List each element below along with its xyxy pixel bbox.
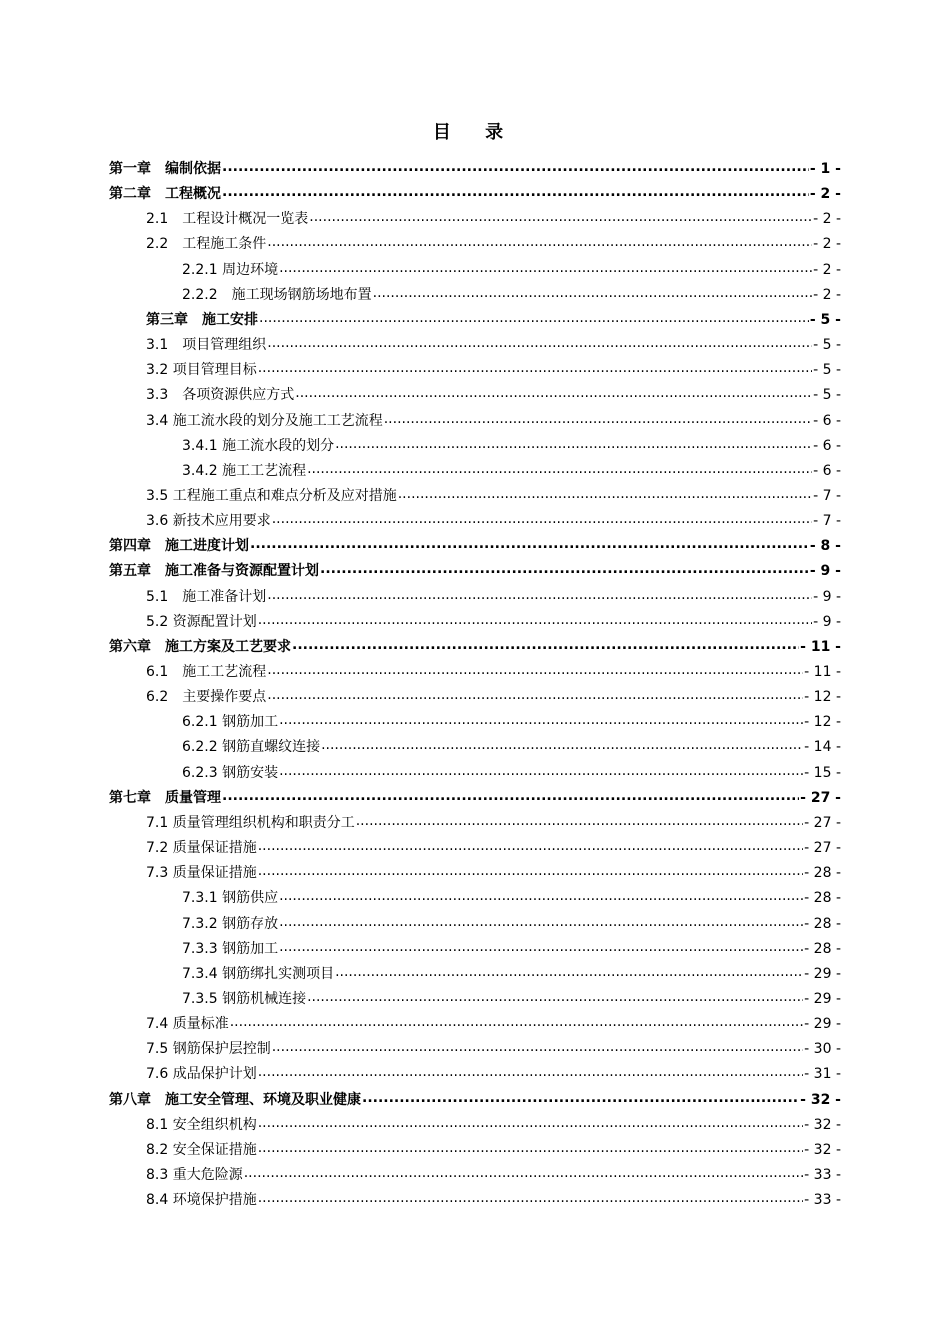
toc-entry-page-number: - 14 - xyxy=(804,739,841,756)
toc-leader-dots xyxy=(258,1191,803,1209)
toc-entry-label: 3.4.1 施工流水段的划分 xyxy=(182,437,335,454)
toc-entry[interactable] xyxy=(182,908,841,933)
toc-entry[interactable] xyxy=(146,379,841,404)
toc-leader-dots xyxy=(267,588,812,606)
toc-entry[interactable] xyxy=(146,228,841,253)
toc-entry-label: 第一章 编制依据 xyxy=(109,161,221,177)
toc-entry-label: 8.4 环境保护措施 xyxy=(146,1192,257,1209)
toc-entry-page-number: - 2 - xyxy=(813,261,841,278)
toc-entry-page-number: - 27 - xyxy=(804,840,841,857)
toc-entry-label: 8.3 重大危险源 xyxy=(146,1167,243,1183)
toc-entry-page-number: - 12 - xyxy=(804,714,841,731)
toc-entry[interactable] xyxy=(146,480,841,505)
toc-entry-label: 3.2 项目管理目标 xyxy=(146,362,257,379)
toc-leader-dots xyxy=(272,1040,803,1058)
toc-entry[interactable] xyxy=(146,832,841,857)
toc-leader-dots xyxy=(335,965,803,983)
toc-entry-page-number: - 9 - xyxy=(809,563,841,580)
toc-entry[interactable] xyxy=(146,1159,841,1184)
toc-entry-label: 6.2.3 钢筋安装 xyxy=(182,764,279,781)
toc-entry-page-number: - 2 - xyxy=(813,286,841,303)
toc-leader-dots xyxy=(279,940,803,958)
toc-leader-dots xyxy=(356,814,803,832)
toc-entry[interactable] xyxy=(146,681,841,706)
toc-entry-page-number: - 29 - xyxy=(804,1016,841,1033)
toc-entry[interactable] xyxy=(146,581,841,606)
toc-entry-page-number: - 11 - xyxy=(800,638,841,655)
toc-entry-label: 7.3.3 钢筋加工 xyxy=(182,940,279,957)
toc-entry-label: 5.1 施工准备计划 xyxy=(146,588,267,605)
toc-entry-label: 第七章 质量管理 xyxy=(109,789,221,806)
toc-entry-label: 第五章 施工准备与资源配置计划 xyxy=(109,563,319,580)
toc-entry-page-number: - 6 - xyxy=(813,412,841,429)
toc-entry-page-number: - 7 - xyxy=(813,513,841,530)
toc-leader-dots xyxy=(295,386,812,404)
toc-leader-dots xyxy=(267,663,803,681)
toc-entry[interactable] xyxy=(182,983,841,1008)
toc-entry-page-number: - 32 - xyxy=(804,1116,841,1133)
toc-leader-dots xyxy=(272,512,812,530)
toc-entry-page-number: - 11 - xyxy=(804,664,841,680)
toc-entry[interactable] xyxy=(109,530,841,555)
toc-leader-dots xyxy=(258,1065,803,1083)
toc-entry-label: 7.3 质量保证措施 xyxy=(146,865,257,882)
toc-entry[interactable] xyxy=(146,304,841,329)
toc-entry-label: 6.2 主要操作要点 xyxy=(146,689,267,706)
toc-entry[interactable] xyxy=(146,1058,841,1083)
toc-entry[interactable] xyxy=(109,178,841,203)
toc-entry[interactable] xyxy=(146,1033,841,1058)
toc-entry-label: 3.1 项目管理组织 xyxy=(146,337,267,354)
toc-leader-dots xyxy=(309,210,812,228)
toc-entry[interactable] xyxy=(182,757,841,782)
toc-entry-page-number: - 6 - xyxy=(813,437,841,454)
toc-entry-label: 7.1 质量管理组织机构和职责分工 xyxy=(146,814,355,831)
toc-entry[interactable] xyxy=(182,958,841,983)
toc-leader-dots xyxy=(279,915,803,933)
toc-entry[interactable] xyxy=(146,656,841,681)
page-title: 目 录 xyxy=(432,122,518,143)
toc-leader-dots xyxy=(222,789,799,807)
toc-entry-label: 3.6 新技术应用要求 xyxy=(146,513,271,530)
toc-entry-label: 8.1 安全组织机构 xyxy=(146,1116,257,1133)
toc-entry-page-number: - 27 - xyxy=(800,789,841,806)
toc-entry-page-number: - 12 - xyxy=(804,689,841,706)
toc-entry-label: 3.4.2 施工工艺流程 xyxy=(182,462,307,479)
toc-leader-dots xyxy=(258,1141,803,1159)
toc-leader-dots xyxy=(258,864,803,882)
toc-entry-page-number: - 7 - xyxy=(813,487,841,504)
toc-entry[interactable] xyxy=(109,555,841,580)
toc-entry[interactable] xyxy=(109,782,841,807)
toc-entry-label: 2.2 工程施工条件 xyxy=(146,236,267,253)
toc-leader-dots xyxy=(398,487,812,505)
toc-entry-label: 7.6 成品保护计划 xyxy=(146,1066,257,1083)
toc-entry-label: 第二章 工程概况 xyxy=(109,186,221,203)
toc-entry-label: 8.2 安全保证措施 xyxy=(146,1141,257,1158)
toc-leader-dots xyxy=(267,336,812,354)
toc-entry-label: 3.5 工程施工重点和难点分析及应对措施 xyxy=(146,487,397,504)
toc-entry-label: 6.1 施工工艺流程 xyxy=(146,664,267,680)
toc-entry[interactable] xyxy=(146,606,841,631)
toc-leader-dots xyxy=(384,412,812,430)
toc-entry-label: 第四章 施工进度计划 xyxy=(109,538,249,555)
toc-leader-dots xyxy=(279,261,812,279)
toc-entry-label: 6.2.1 钢筋加工 xyxy=(182,714,279,731)
toc-entry-page-number: - 5 - xyxy=(813,337,841,354)
toc-entry-page-number: - 31 - xyxy=(804,1066,841,1083)
toc-entry-page-number: - 33 - xyxy=(804,1167,841,1183)
toc-entry-page-number: - 30 - xyxy=(804,1041,841,1058)
toc-entry-page-number: - 32 - xyxy=(800,1091,841,1108)
toc-entry[interactable] xyxy=(182,455,841,480)
toc-leader-dots xyxy=(373,286,812,304)
toc-entry-label: 6.2.2 钢筋直螺纹连接 xyxy=(182,739,321,756)
toc-entry-page-number: - 9 - xyxy=(813,613,841,630)
toc-leader-dots xyxy=(259,311,809,329)
toc-entry-label: 3.4 施工流水段的划分及施工工艺流程 xyxy=(146,412,383,429)
toc-entry-label: 2.2.2 施工现场钢筋场地布置 xyxy=(182,286,372,303)
toc-entry-page-number: - 2 - xyxy=(813,211,841,228)
toc-leader-dots xyxy=(320,562,809,580)
toc-entry-page-number: - 2 - xyxy=(813,236,841,253)
toc-entry-page-number: - 8 - xyxy=(809,538,841,555)
toc-entry[interactable] xyxy=(146,1134,841,1159)
toc-leader-dots xyxy=(258,839,803,857)
toc-entry[interactable] xyxy=(146,1184,841,1209)
toc-leader-dots xyxy=(230,1015,803,1033)
toc-leader-dots xyxy=(258,1116,803,1134)
toc-entry-page-number: - 6 - xyxy=(813,462,841,479)
toc-entry-page-number: - 28 - xyxy=(804,865,841,882)
toc-entry-label: 7.3.5 钢筋机械连接 xyxy=(182,990,307,1007)
toc-leader-dots xyxy=(222,160,809,178)
toc-entry-page-number: - 1 - xyxy=(809,161,841,177)
toc-entry-page-number: - 29 - xyxy=(804,990,841,1007)
toc-entry[interactable] xyxy=(146,203,841,228)
toc-entry-page-number: - 28 - xyxy=(804,915,841,932)
toc-entry-label: 2.1 工程设计概况一览表 xyxy=(146,211,309,228)
toc-entry-page-number: - 29 - xyxy=(804,965,841,982)
toc-leader-dots xyxy=(244,1166,803,1184)
toc-entry[interactable] xyxy=(146,807,841,832)
toc-entry[interactable] xyxy=(146,1109,841,1134)
toc-leader-dots xyxy=(362,1091,799,1109)
toc-entry-label: 7.3.2 钢筋存放 xyxy=(182,915,279,932)
toc-entry-page-number: - 5 - xyxy=(813,387,841,404)
toc-entry-label: 2.2.1 周边环境 xyxy=(182,261,279,278)
toc-entry[interactable] xyxy=(146,329,841,354)
toc-leader-dots xyxy=(321,738,803,756)
toc-entry-page-number: - 5 - xyxy=(809,311,841,328)
toc-leader-dots xyxy=(267,235,812,253)
toc-leader-dots xyxy=(279,713,803,731)
toc-entry-label: 3.3 各项资源供应方式 xyxy=(146,387,295,404)
toc-entry-page-number: - 9 - xyxy=(813,588,841,605)
toc-entry-label: 5.2 资源配置计划 xyxy=(146,613,257,630)
toc-leader-dots xyxy=(222,185,809,203)
toc-leader-dots xyxy=(258,361,812,379)
toc-leader-dots xyxy=(335,437,812,455)
toc-leader-dots xyxy=(267,688,803,706)
toc-entry-label: 7.2 质量保证措施 xyxy=(146,840,257,857)
toc-entry-label: 第八章 施工安全管理、环境及职业健康 xyxy=(109,1091,361,1108)
toc-leader-dots xyxy=(258,613,812,631)
toc-entry[interactable] xyxy=(109,631,841,656)
toc-entry-page-number: - 33 - xyxy=(804,1192,841,1209)
toc-leader-dots xyxy=(307,462,812,480)
toc-leader-dots xyxy=(307,990,803,1008)
toc-entry-label: 第六章 施工方案及工艺要求 xyxy=(109,638,291,655)
toc-entry[interactable] xyxy=(182,933,841,958)
toc-entry-label: 第三章 施工安排 xyxy=(146,311,258,328)
toc-entry[interactable] xyxy=(109,1084,841,1109)
toc-entry-page-number: - 28 - xyxy=(804,890,841,907)
toc-leader-dots xyxy=(250,537,809,555)
toc-entry-page-number: - 2 - xyxy=(809,186,841,203)
toc-entry[interactable] xyxy=(146,1008,841,1033)
toc-entry-page-number: - 32 - xyxy=(804,1141,841,1158)
toc-entry[interactable] xyxy=(146,354,841,379)
toc-leader-dots xyxy=(279,764,803,782)
toc-entry-label: 7.3.1 钢筋供应 xyxy=(182,890,279,907)
toc-leader-dots xyxy=(292,638,799,656)
toc-entry-page-number: - 28 - xyxy=(804,940,841,957)
toc-leader-dots xyxy=(279,889,803,907)
toc-entry[interactable] xyxy=(182,430,841,455)
toc-entry-page-number: - 5 - xyxy=(813,362,841,379)
toc-entry[interactable] xyxy=(109,153,841,178)
toc-entry[interactable] xyxy=(146,405,841,430)
toc-entry[interactable] xyxy=(182,706,841,731)
toc-entry-page-number: - 15 - xyxy=(804,764,841,781)
toc-entry-label: 7.3.4 钢筋绑扎实测项目 xyxy=(182,965,335,982)
toc-entry[interactable] xyxy=(182,254,841,279)
toc-entry[interactable] xyxy=(182,279,841,304)
toc-entry[interactable] xyxy=(182,731,841,756)
toc-entry[interactable] xyxy=(182,882,841,907)
toc-entry[interactable] xyxy=(146,505,841,530)
toc-entry-label: 7.4 质量标准 xyxy=(146,1016,229,1033)
toc-entry-page-number: - 27 - xyxy=(804,814,841,831)
toc-entry[interactable] xyxy=(146,857,841,882)
toc-entry-label: 7.5 钢筋保护层控制 xyxy=(146,1041,271,1058)
